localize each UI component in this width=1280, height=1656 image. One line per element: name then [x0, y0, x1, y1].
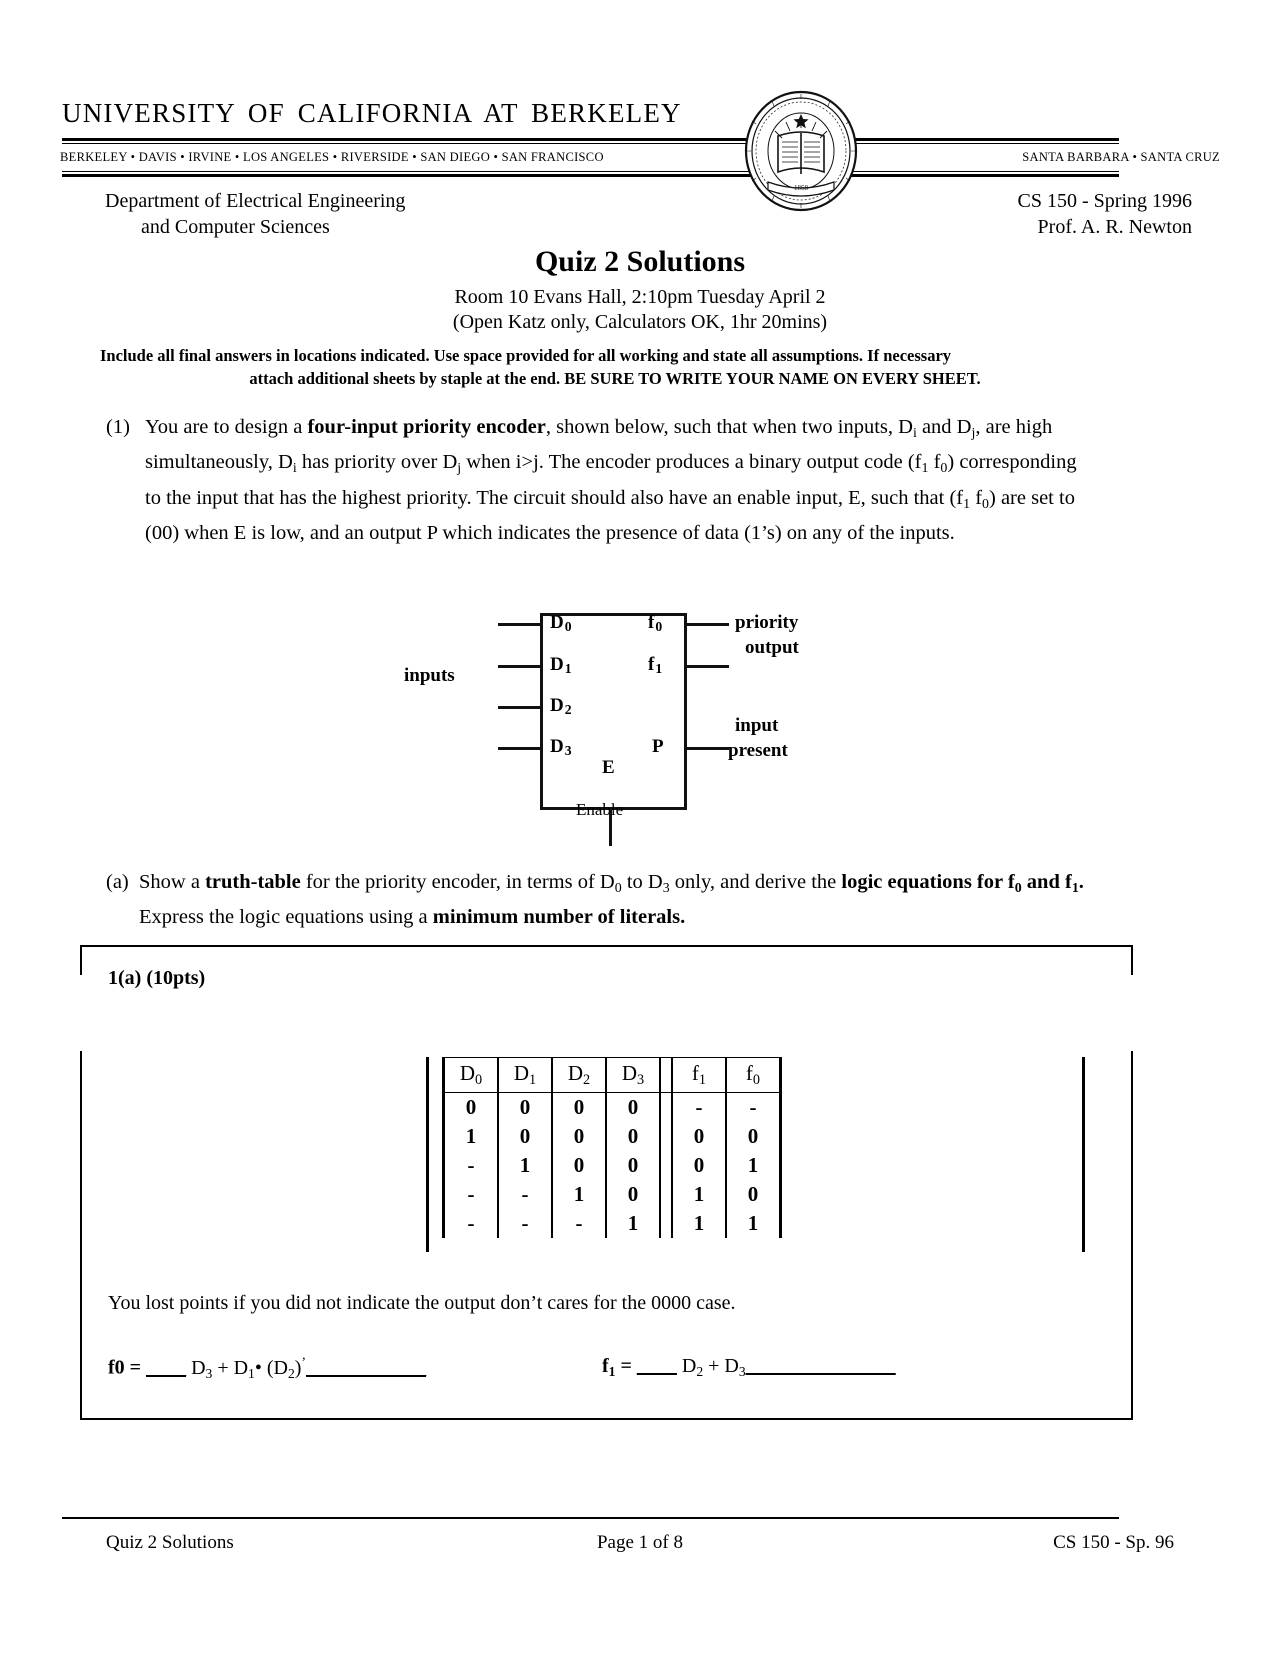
cell-d3: 0 [606, 1151, 660, 1180]
cell-f0: 1 [726, 1151, 781, 1180]
truth-table-header-f0: $f_0$ [726, 1058, 781, 1093]
pin-label-d3: $D_3$ [550, 736, 572, 758]
table-row [444, 1209, 781, 1238]
output-wire-f1 [684, 665, 729, 668]
course-term: CS 150 - Spring 1996 [1017, 190, 1192, 212]
input-wire-d1 [498, 665, 543, 668]
cell-f1: 1 [672, 1209, 726, 1238]
part-a-number: (a) [106, 871, 129, 893]
question-1-number: (1) [106, 416, 130, 438]
cell-d2: 0 [552, 1151, 606, 1180]
footer-left: Quiz 2 Solutions [106, 1532, 234, 1553]
cell-divider [660, 1093, 672, 1123]
course-block [1018, 188, 1192, 240]
pin-label-d1: $D_1$ [550, 654, 572, 676]
pin-label-d0: $D_0$ [550, 612, 572, 634]
pin-label-f0: $f_0$ [648, 612, 663, 634]
cell-d0: - [444, 1151, 499, 1180]
cell-divider [660, 1180, 672, 1209]
part-a-text: Show a truth-table for the priority encoder, in terms of $D_0$ to $D_3$ only, and derive the logic equations for $f_0$ and $f_1$. Express the logic equations using a minimum number of literals. [139, 871, 1084, 929]
input-present-label-line2: present [728, 740, 788, 761]
instructions-line-1: Include all final answers in locations indicated. Use space provided for all working and state all assumptions. If necessary [100, 346, 952, 365]
quiz-subtitle-line-1: Room 10 Evans Hall, 2:10pm Tuesday April 2 [454, 286, 826, 308]
footer-rule [62, 1517, 1119, 1519]
cell-d1: 0 [498, 1122, 552, 1151]
table-row [444, 1093, 781, 1123]
department-block [105, 188, 405, 240]
header-rule-top-thin [62, 143, 1119, 144]
table-row [444, 1180, 781, 1209]
truth-table-divider [660, 1058, 672, 1093]
cell-d3: 1 [606, 1209, 660, 1238]
cell-d2: 0 [552, 1093, 606, 1123]
cell-f0: 1 [726, 1209, 781, 1238]
truth-table [442, 1057, 782, 1238]
question-1-text: You are to design a four-input priority encoder, shown below, such that when two inputs, $D_i$ and $D_j$, are high simultaneously, $D_i$ has priority over $D_j$ when i>j. The encoder produces a binary output code ($f_1$ $f_0$) corresponding to the input that has the highest priority. The circuit should also have an enable input, E, such that ($f_1$ $f_0$) are set to (00) when E is low, and an output P which indicates the presence of data (1’s) on any of the inputs. [145, 416, 1077, 545]
pin-label-e: E [602, 757, 615, 778]
equation-f0-expression: $D_3$ + $D_1•$ $(D_2)^’$ [186, 1355, 307, 1381]
question-1 [106, 413, 1096, 549]
instructions-line-2: attach additional sheets by staple at the end. BE SURE TO WRITE YOUR NAME ON EVERY SHEET. [249, 369, 981, 388]
uc-seal-icon [742, 90, 860, 212]
instructions-block [100, 344, 1200, 390]
truth-table-left-rule [426, 1057, 429, 1252]
equation-f1-expression: $D_2 + D_3$ [676, 1355, 746, 1379]
table-row [444, 1122, 781, 1151]
equation-f0-blank-1: ____ [146, 1356, 187, 1379]
equation-f1-label: $f_1$ = [602, 1355, 637, 1379]
enable-label: Enable [576, 800, 624, 819]
campus-list-right: SANTA BARBARA • SANTA CRUZ [1022, 150, 1220, 164]
priority-encoder-diagram [390, 575, 860, 835]
cell-divider [660, 1209, 672, 1238]
truth-table-header-d3: $D_3$ [606, 1058, 660, 1093]
cell-d0: 1 [444, 1122, 499, 1151]
cell-f1: 0 [672, 1151, 726, 1180]
truth-table-right-rule [1082, 1057, 1085, 1252]
input-wire-d3 [498, 747, 543, 750]
department-line-2: and Computer Sciences [141, 216, 330, 238]
truth-table-body [444, 1093, 781, 1239]
cell-divider [660, 1151, 672, 1180]
truth-table-header-f1: $f_1$ [672, 1058, 726, 1093]
input-wire-d0 [498, 623, 543, 626]
cell-d3: 0 [606, 1180, 660, 1209]
pin-label-d2: $D_2$ [550, 695, 572, 717]
equation-f0-blank-2: ____________ [306, 1356, 427, 1379]
footer-right: CS 150 - Sp. 96 [1053, 1532, 1174, 1553]
cell-d0: - [444, 1180, 499, 1209]
cell-d2: - [552, 1209, 606, 1238]
cell-d1: 0 [498, 1093, 552, 1123]
output-wire-p [684, 747, 729, 750]
truth-table-header-row [444, 1058, 781, 1093]
page-title: Quiz 2 Solutions [534, 245, 746, 278]
cell-d1: 1 [498, 1151, 552, 1180]
answer-box-notch-left [78, 975, 85, 1051]
truth-table-header-d0: $D_0$ [444, 1058, 499, 1093]
table-row [444, 1151, 781, 1180]
cell-d1: - [498, 1180, 552, 1209]
campus-list-left: BERKELEY • DAVIS • IRVINE • LOS ANGELES • RIVERSIDE • SAN DIEGO • SAN FRANCISCO [60, 150, 604, 164]
cell-d3: 0 [606, 1093, 660, 1123]
answer-box [80, 945, 1133, 1420]
cell-f0: - [726, 1093, 781, 1123]
part-a [106, 868, 1116, 933]
answer-box-notch-right [1128, 975, 1135, 1051]
grading-note: You lost points if you did not indicate the output don’t cares for the 0000 case. [108, 1292, 736, 1314]
equation-f1-blank-1: ____ [636, 1355, 677, 1377]
cell-d3: 0 [606, 1122, 660, 1151]
cell-d2: 1 [552, 1180, 606, 1209]
header-rule-bottom-thick [62, 174, 1119, 177]
department-line-1: Department of Electrical Engineering [105, 190, 406, 212]
priority-output-label-line1: priority [735, 612, 799, 633]
equation-f1-blank-2: _______________ [745, 1355, 896, 1377]
input-wire-d2 [498, 706, 543, 709]
quiz-subtitle-line-2: (Open Katz only, Calculators OK, 1hr 20mins) [452, 311, 828, 333]
equation-f1 [602, 1355, 896, 1380]
cell-f1: 1 [672, 1180, 726, 1209]
header-rule-top-thick [62, 138, 1119, 141]
footer-center: Page 1 of 8 [596, 1532, 683, 1553]
quiz-subtitle [0, 285, 1280, 335]
professor-name: Prof. A. R. Newton [1037, 216, 1192, 238]
pin-label-f1: $f_1$ [648, 654, 663, 676]
truth-table-header-d2: $D_2$ [552, 1058, 606, 1093]
cell-d1: - [498, 1209, 552, 1238]
cell-f0: 0 [726, 1180, 781, 1209]
cell-f1: - [672, 1093, 726, 1123]
cell-d0: - [444, 1209, 499, 1238]
university-title: UNIVERSITY OF CALIFORNIA AT BERKELEY [62, 98, 682, 128]
cell-divider [660, 1122, 672, 1151]
inputs-label: inputs [404, 665, 455, 686]
cell-d0: 0 [444, 1093, 499, 1123]
cell-f1: 0 [672, 1122, 726, 1151]
equation-f0 [108, 1355, 426, 1381]
equation-f0-label: f0 = [108, 1356, 147, 1379]
header-rule-bottom-thin [62, 171, 1119, 172]
input-present-label-line1: input [735, 715, 779, 736]
priority-output-label-line2: output [745, 637, 799, 658]
pin-label-p: P [652, 736, 664, 757]
svg-text:1868: 1868 [794, 184, 808, 192]
truth-table-header-d1: $D_1$ [498, 1058, 552, 1093]
cell-f0: 0 [726, 1122, 781, 1151]
answer-box-tag: 1(a) (10pts) [108, 967, 206, 989]
output-wire-f0 [684, 623, 729, 626]
cell-d2: 0 [552, 1122, 606, 1151]
